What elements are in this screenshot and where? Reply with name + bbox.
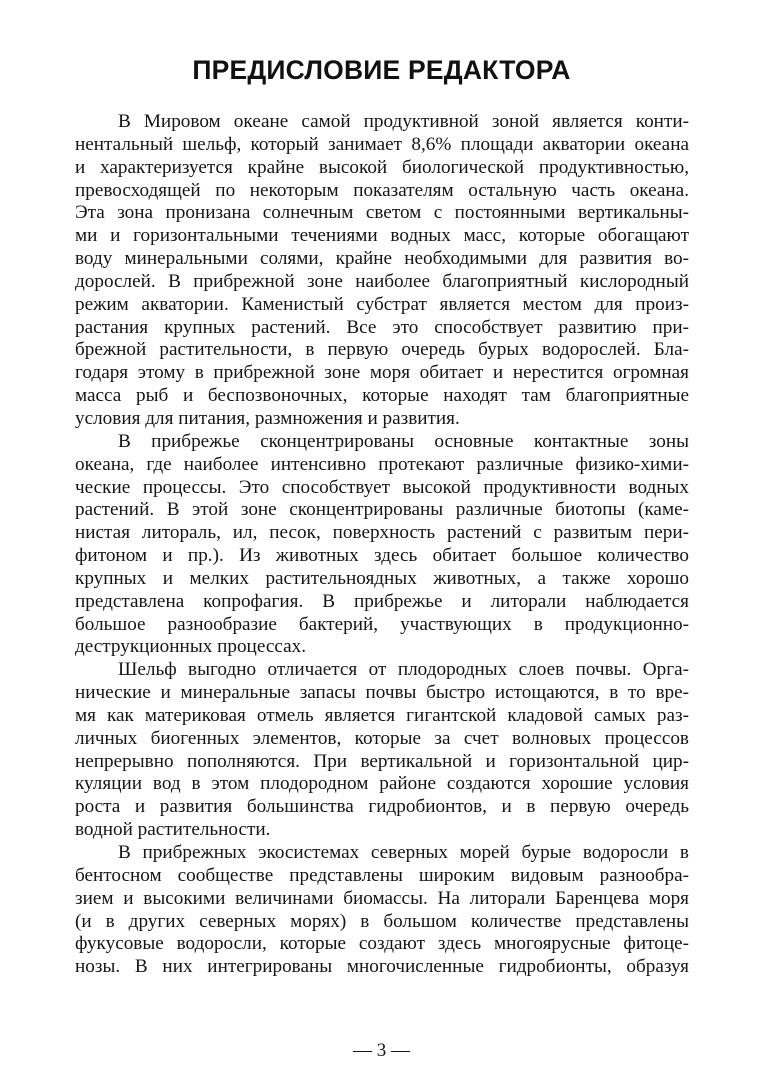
- text-line: Шельф выгодно отличается от плодородных слоев почвы. Орга-: [118, 659, 689, 681]
- text-line: В Мировом океане самой продуктивной зоной является конти-: [118, 111, 689, 132]
- text-line: (и в других северных морях) в большом количестве представлены: [75, 910, 689, 932]
- text-line: фитоном и пр.). Из животных здесь обитает большое количество: [75, 545, 689, 567]
- text-line: В прибрежных экосистемах северных морей бурые водоросли в: [118, 842, 689, 863]
- text-line: и характеризуется крайне высокой биологической продуктивностью,: [75, 156, 689, 178]
- text-line: режим акватории. Каменистый субстрат является местом для произ-: [75, 293, 689, 315]
- text-line: ми и горизонтальными течениями водных масс, которые обогащают: [75, 225, 689, 247]
- page-title: ПРЕДИСЛОВИЕ РЕДАКТОРА: [192, 55, 571, 85]
- text-line: куляции вод в этом плодородном районе создаются хорошие условия: [75, 773, 689, 795]
- text-line: бентосном сообществе представлены широким видовым разнообра-: [75, 864, 689, 886]
- body-text: [75, 111, 689, 979]
- text-line: нические и минеральные запасы почвы быстро истощаются, в то вре-: [75, 682, 689, 704]
- paragraph: [75, 842, 689, 979]
- paragraph: [75, 431, 689, 659]
- text-line: нозы. В них интегрированы многочисленные гидробионты, образуя: [75, 956, 689, 978]
- text-line: растания крупных растений. Все это способствует развитию при-: [75, 316, 689, 338]
- text-line: условия для питания, размножения и развития.: [75, 407, 460, 429]
- text-line: нентальный шельф, который занимает 8,6% площади акватории океана: [75, 133, 689, 155]
- text-line: нистая литораль, ил, песок, поверхность растений с развитым пери-: [75, 522, 689, 544]
- text-line: ческие процессы. Это способствует высокой продуктивности водных: [75, 476, 689, 498]
- text-line: представлена копрофагия. В прибрежье и литорали наблюдается: [75, 590, 689, 612]
- text-line: дорослей. В прибрежной зоне наиболее благоприятный кислородный: [75, 270, 689, 292]
- text-line: воду минеральными солями, крайне необходимыми для развития во-: [75, 248, 689, 270]
- text-line: океана, где наиболее интенсивно протекают различные физико-хими-: [75, 453, 689, 475]
- text-line: годаря этому в прибрежной зоне моря обитает и нерестится огромная: [75, 362, 689, 384]
- paragraph: [75, 659, 689, 842]
- text-line: зием и высокими величинами биомассы. На литорали Баренцева моря: [75, 887, 689, 909]
- text-line: Эта зона пронизана солнечным светом с постоянными вертикальны-: [75, 202, 689, 224]
- text-line: мя как материковая отмель является гигантской кладовой самых раз-: [75, 704, 689, 726]
- text-line: В прибрежье сконцентрированы основные контактные зоны: [118, 430, 689, 452]
- text-line: деструкционных процессах.: [75, 636, 306, 658]
- text-line: фукусовые водоросли, которые создают здесь многоярусные фитоце-: [75, 933, 689, 955]
- text-line: брежной растительности, в первую очередь бурых водорослей. Бла-: [75, 339, 689, 361]
- text-line: роста и развития большинства гидробионтов, и в первую очередь: [75, 796, 689, 818]
- page-number: — 3 —: [353, 1040, 410, 1061]
- text-line: большое разнообразие бактерий, участвующих в продукционно-: [75, 613, 689, 635]
- text-line: масса рыб и беспозвоночных, которые находят там благоприятные: [75, 385, 689, 407]
- text-line: непрерывно пополняются. При вертикальной и горизонтальной цир-: [75, 750, 689, 772]
- text-line: превосходящей по некоторым показателям остальную часть океана.: [75, 179, 689, 201]
- text-line: личных биогенных элементов, которые за счет волновых процессов: [75, 727, 689, 749]
- text-line: растений. В этой зоне сконцентрированы различные биотопы (каме-: [75, 499, 689, 521]
- paragraph: [75, 111, 689, 431]
- text-line: крупных и мелких растительноядных животных, а также хорошо: [75, 567, 689, 589]
- text-line: водной растительности.: [75, 819, 271, 841]
